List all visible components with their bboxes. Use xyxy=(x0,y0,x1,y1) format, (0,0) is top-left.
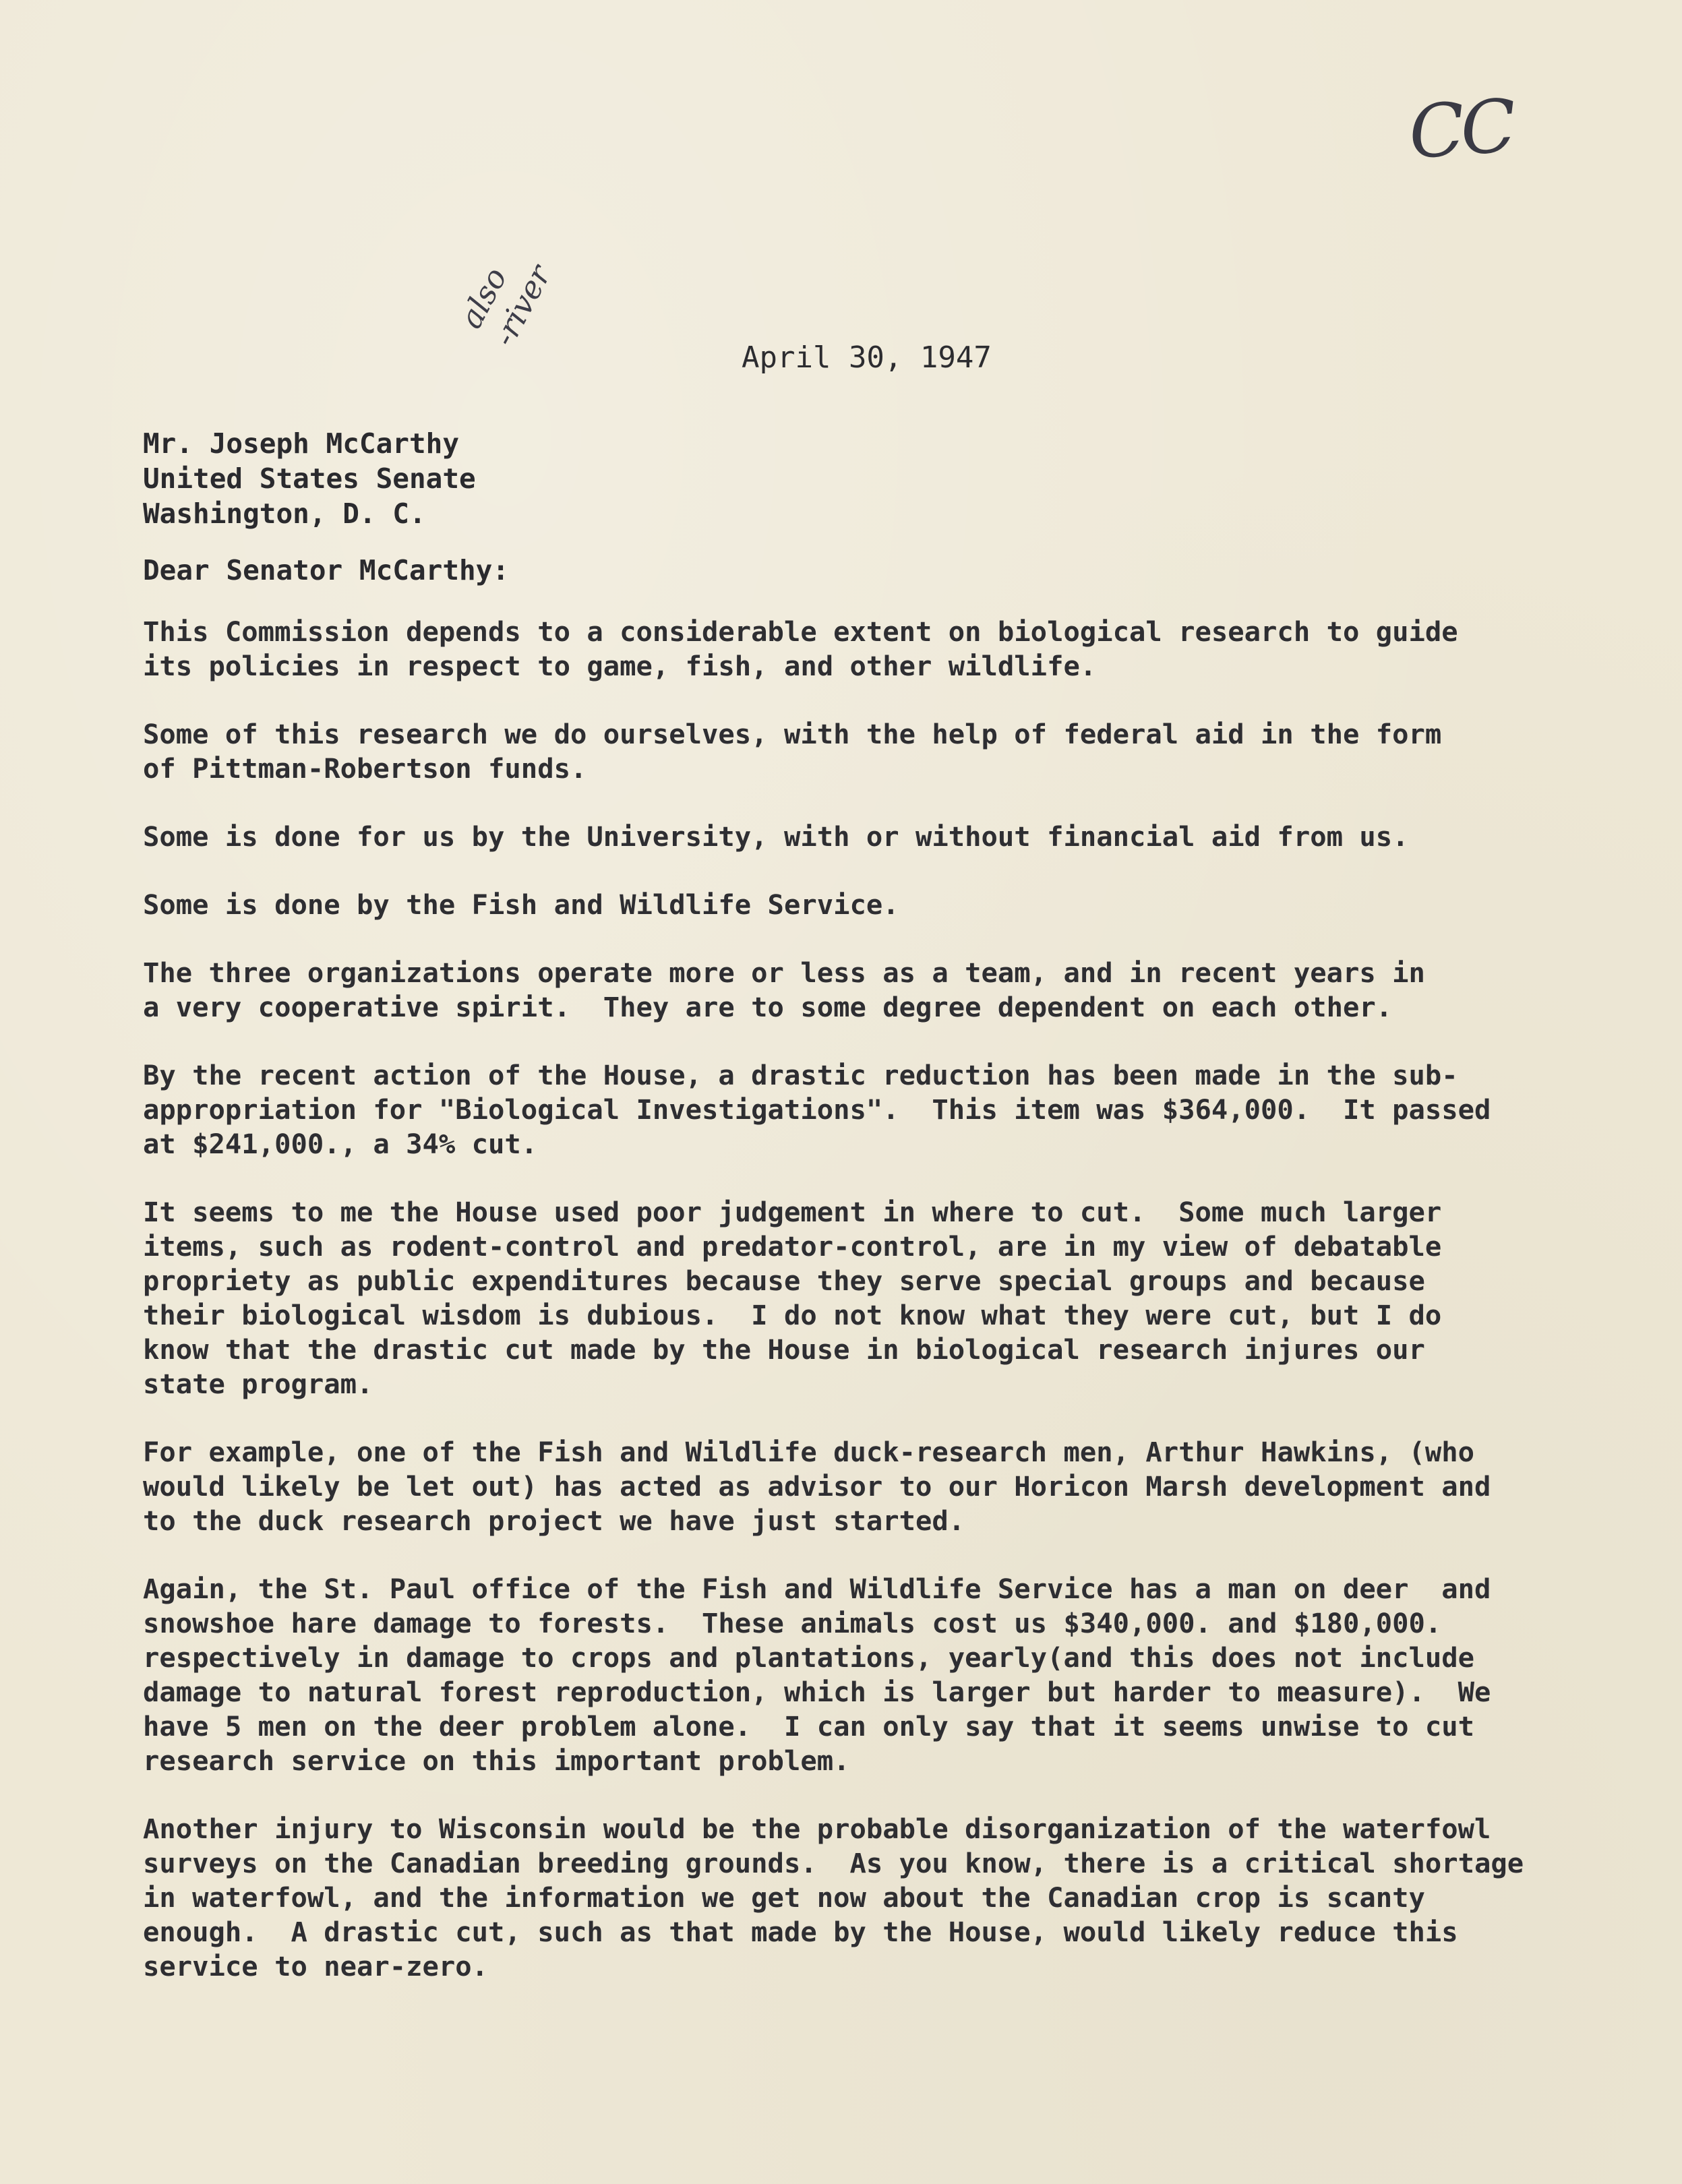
text-line: their biological wisdom is dubious. I do not know what they were cut, but I do xyxy=(143,1299,1442,1331)
paragraph xyxy=(143,1435,1572,1538)
recipient-address xyxy=(143,426,476,531)
address-line: United States Senate xyxy=(143,462,476,495)
text-line: Again, the St. Paul office of the Fish and Wildlife Service has a man on deer and xyxy=(143,1573,1491,1605)
text-line: have 5 men on the deer problem alone. I can only say that it seems unwise to cut xyxy=(143,1710,1475,1742)
text-line: enough. A drastic cut, such as that made by the House, would likely reduce this xyxy=(143,1916,1458,1948)
salutation: Dear Senator McCarthy: xyxy=(143,554,510,586)
text-line: respectively in damage to crops and plantations, yearly(and this does not include xyxy=(143,1641,1475,1674)
text-line: Some of this research we do ourselves, with the help of federal aid in the form xyxy=(143,718,1442,750)
text-line: This Commission depends to a considerable extent on biological research to guide xyxy=(143,615,1458,648)
text-line: state program. xyxy=(143,1368,373,1400)
text-line: Another injury to Wisconsin would be the probable disorganization of the waterfowl xyxy=(143,1813,1491,1845)
text-line: Some is done by the Fish and Wildlife Service. xyxy=(143,888,899,921)
margin-note-text: also -river xyxy=(452,259,558,353)
text-line: a very cooperative spirit. They are to some degree dependent on each other. xyxy=(143,991,1393,1023)
paragraph xyxy=(143,1058,1572,1161)
text-line: snowshoe hare damage to forests. These animals cost us $340,000. and $180,000. xyxy=(143,1607,1442,1639)
text-line: its policies in respect to game, fish, and other wildlife. xyxy=(143,650,1097,682)
paragraph xyxy=(143,1812,1572,1984)
text-line: The three organizations operate more or less as a team, and in recent years in xyxy=(143,957,1425,989)
text-line: of Pittman-Robertson funds. xyxy=(143,752,587,785)
text-line: It seems to me the House used poor judgement in where to cut. Some much larger xyxy=(143,1196,1442,1228)
text-line: at $241,000., a 34% cut. xyxy=(143,1128,538,1160)
text-line: items, such as rodent-control and predator-control, are in my view of debatable xyxy=(143,1230,1442,1263)
address-line: Washington, D. C. xyxy=(143,497,426,530)
text-line: By the recent action of the House, a drastic reduction has been made in the sub- xyxy=(143,1059,1458,1091)
paragraph xyxy=(143,1195,1572,1401)
text-line: For example, one of the Fish and Wildlife duck-research men, Arthur Hawkins, (who xyxy=(143,1436,1475,1468)
text-line: propriety as public expenditures because they serve special groups and because xyxy=(143,1265,1425,1297)
text-line: to the duck research project we have just started. xyxy=(143,1505,965,1537)
paragraph xyxy=(143,1572,1572,1778)
paragraph xyxy=(143,820,1572,854)
paragraph xyxy=(143,717,1572,786)
text-line: would likely be let out) has acted as advisor to our Horicon Marsh development and xyxy=(143,1470,1491,1503)
text-line: service to near-zero. xyxy=(143,1950,489,1982)
text-line: Some is done for us by the University, with or without financial aid from us. xyxy=(143,820,1409,853)
text-line: surveys on the Canadian breeding grounds. As you know, there is a critical shortage xyxy=(143,1847,1524,1879)
handwritten-margin-note xyxy=(452,241,559,352)
paragraph xyxy=(143,888,1572,922)
text-line: appropriation for "Biological Investigations". This item was $364,000. It passed xyxy=(143,1093,1491,1126)
text-line: know that the drastic cut made by the House in biological research injures our xyxy=(143,1333,1425,1366)
letter-body xyxy=(143,615,1572,2018)
text-line: damage to natural forest reproduction, which is larger but harder to measure). We xyxy=(143,1676,1491,1708)
paragraph xyxy=(143,615,1572,684)
letter-date: April 30, 1947 xyxy=(742,340,992,375)
paragraph xyxy=(143,956,1572,1025)
address-line: Mr. Joseph McCarthy xyxy=(143,427,459,460)
handwritten-cc-mark: CC xyxy=(1406,84,1515,176)
text-line: research service on this important problem. xyxy=(143,1745,850,1777)
text-line: in waterfowl, and the information we get now about the Canadian crop is scanty xyxy=(143,1881,1425,1914)
